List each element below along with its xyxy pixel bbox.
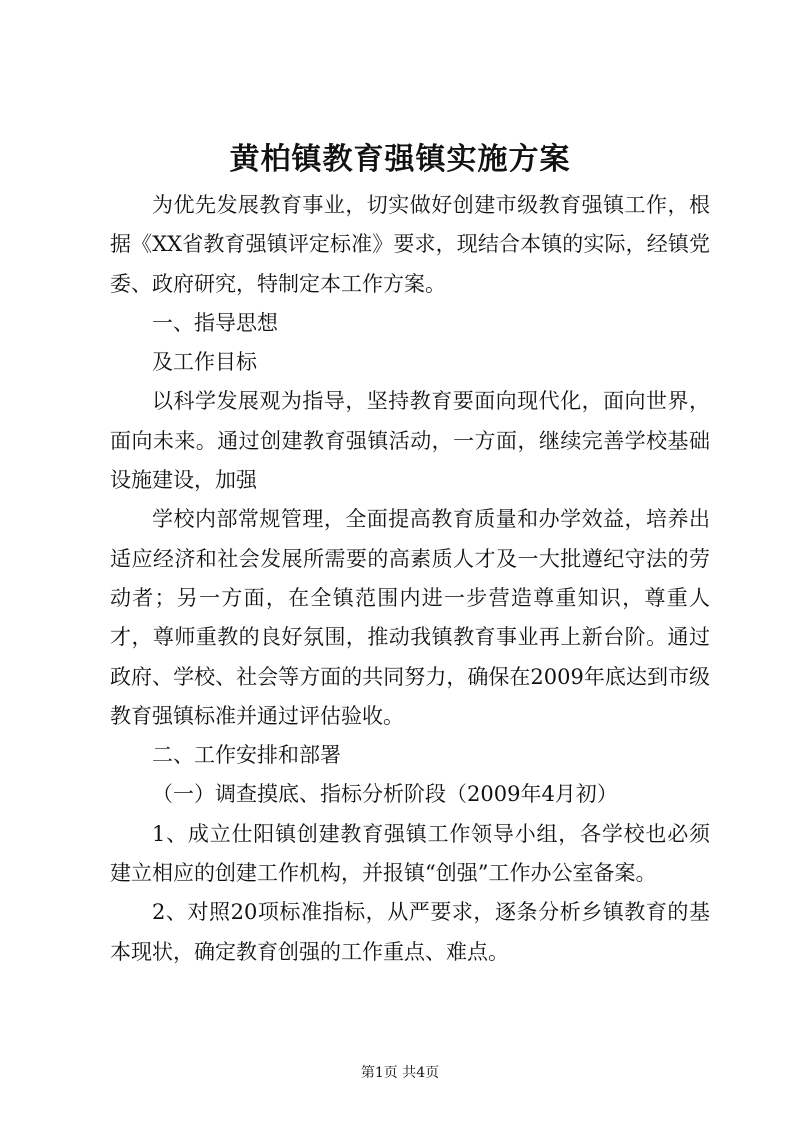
list-item-2: 2、对照20项标准指标，从严要求，逐条分析乡镇教育的基本现状，确定教育创强的工作重点、难点。 — [110, 900, 710, 964]
page-number-footer: 第1页 共4页 — [360, 1065, 440, 1081]
paragraph-intro: 为优先发展教育事业，切实做好创建市级教育强镇工作，根据《XX省教育强镇评定标准》要求，现结合本镇的实际，经镇党委、政府研究，特制定本工作方案。 — [110, 193, 710, 296]
heading-stage-one: （一）调查摸底、指标分析阶段（2009年4月初） — [152, 782, 618, 807]
document-body — [110, 186, 710, 972]
paragraph-management: 学校内部常规管理，全面提高教育质量和办学效益，培养出适应经济和社会发展所需要的高素质人才及一大批遵纪守法的劳动者；另一方面，在全镇范围内进一步营造尊重知识，尊重人才，尊师重教的良好氛围，推动我镇教育事业再上新台阶。通过政府、学校、社会等方面的共同努力，确保在2009年底达到市级教育强镇标准并通过评估验收。 — [110, 507, 710, 728]
heading-guiding-ideology: 一、指导思想 — [152, 310, 278, 335]
heading-work-arrangement: 二、工作安排和部署 — [152, 743, 341, 768]
list-item-1: 1、成立仕阳镇创建教育强镇工作领导小组，各学校也必须建立相应的创建工作机构，并报镇“创强”工作办公室备案。 — [110, 821, 710, 886]
paragraph-guidance: 以科学发展观为指导，坚持教育要面向现代化，面向世界，面向未来。通过创建教育强镇活动，一方面，继续完善学校基础设施建设，加强 — [110, 389, 710, 493]
document-title: 黄柏镇教育强镇实施方案 — [229, 142, 571, 177]
heading-work-goals: 及工作目标 — [152, 350, 257, 375]
